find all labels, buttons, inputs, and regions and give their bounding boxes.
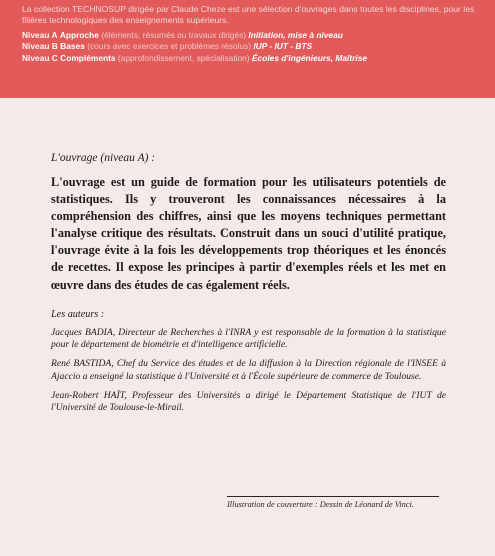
level-target: Initiation, mise à niveau [248,30,343,40]
level-name: Bases [60,41,85,52]
cover-credit: Illustration de couverture : Dessin de Léonard de Vinci. [227,496,439,509]
level-note: (cours avec exercices et problèmes résolus) [87,41,252,52]
level-name: Compléments [60,52,116,63]
collection-intro: La collection TECHNOSUP dirigée par Claude Cheze est une sélection d'ouvrages dans toutes les disciplines, pour les filières technologiques des enseignements supérieurs. [22,4,475,25]
level-b-row [22,41,492,52]
author-entry-hait: Jean-Robert HAÏT, Professeur des Universités a dirigé le Département Statistique de l'IUT de l'Université de Toulouse-le-Mirail. [51,389,446,414]
level-list [22,30,492,64]
work-heading: L'ouvrage (niveau A) : [51,152,156,164]
author-entry-badia: Jacques BADIA, Directeur de Recherches à l'INRA y est responsable de la formation à la statistique pour le département de biométrie et d'intelligence artificielle. [51,326,446,350]
level-note: (approfondissement, spécialisation) [117,52,250,63]
level-key: Niveau C [22,52,58,63]
level-a-row [22,30,492,41]
collection-banner [0,0,495,98]
level-name: Approche [59,30,99,40]
level-target: Écoles d'ingénieurs, Maîtrise [251,52,368,63]
level-key: Niveau A [22,30,58,40]
back-cover-body [51,152,446,421]
level-note: (éléments, résumés ou travaux dirigés) [101,30,247,40]
author-entry-bastida: René BASTIDA, Chef du Service des études et de la diffusion à la Direction régionale de l'INSEE à Ajaccio a enseigné la statistique à l'Université et à l'École supérieure de commerce de Toulouse. [51,358,446,382]
level-key: Niveau B [22,41,58,52]
level-target: IUP - IUT - BTS [253,41,313,52]
work-description: L'ouvrage est un guide de formation pour les utilisateurs potentiels de statistiques. Ils y trouveront les connaissances nécessaires à la compréhension des chiffres, ainsi que les moyens techniques permettant l'analyse critique des résultats. Construit dans un souci d'utilité pratique, l'ouvrage évite à la fois les développements trop théoriques et les énoncés de recettes. Il expose les principes à partir d'exemples réels et les met en œuvre dans des études de cas également réels. [51,175,446,292]
authors-heading: Les auteurs : [51,308,105,320]
level-c-row [22,53,492,64]
